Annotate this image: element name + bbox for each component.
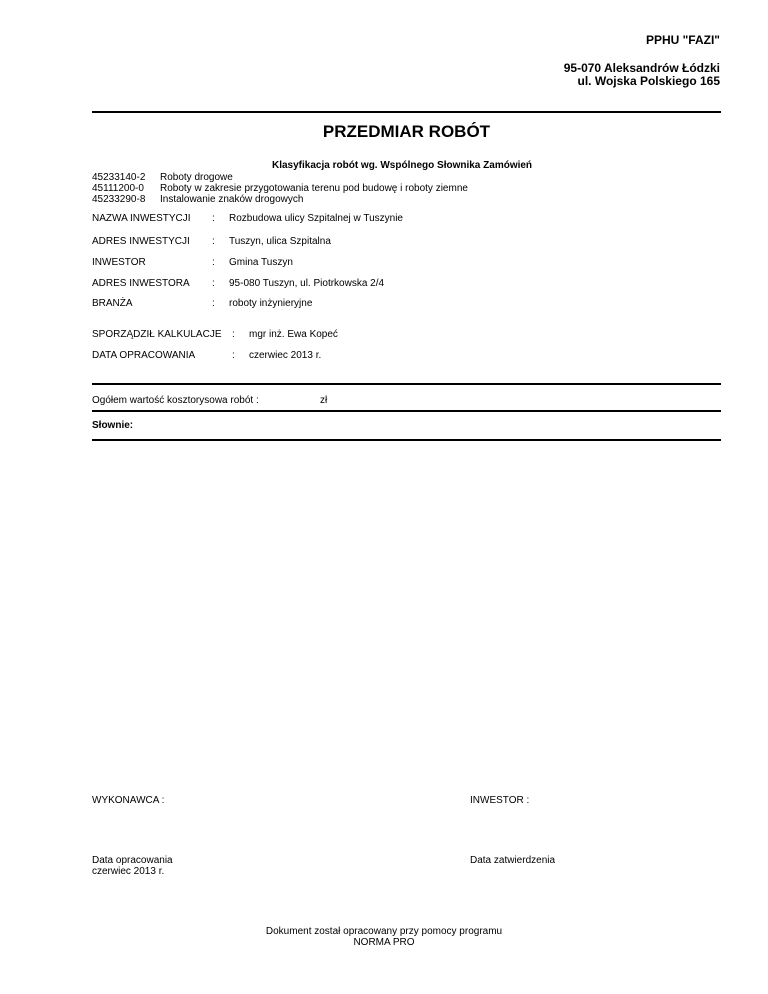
cpv-description: Roboty w zakresie przygotowania terenu pod budowę i roboty ziemne (160, 183, 468, 194)
total-cost-label: Ogółem wartość kosztorysowa robót : (92, 395, 259, 406)
page-title: PRZEDMIAR ROBÓT (322, 122, 491, 141)
date-prepared-label: Data opracowania (92, 855, 173, 866)
field-separator: : (232, 329, 235, 340)
date-prepared-value: czerwiec 2013 r. (92, 866, 165, 877)
cpv-code: 45233140-2 (92, 172, 146, 183)
top-divider (92, 111, 721, 113)
cpv-code: 45111200-0 (92, 183, 144, 194)
cpv-code: 45233290-8 (92, 194, 146, 205)
field-value: mgr inż. Ewa Kopeć (249, 329, 338, 340)
field-value: Gmina Tuszyn (229, 257, 293, 268)
field-label: DATA OPRACOWANIA (92, 350, 196, 361)
field-preparation-date (92, 350, 321, 361)
field-branch (92, 298, 312, 309)
cpv-description: Instalowanie znaków drogowych (160, 194, 304, 205)
field-label: INWESTOR (92, 257, 146, 268)
field-separator: : (212, 298, 215, 309)
field-label: BRANŻA (92, 298, 133, 309)
company-address (564, 62, 720, 88)
field-investment-address (92, 236, 331, 247)
field-value: Rozbudowa ulicy Szpitalnej w Tuszynie (229, 213, 403, 224)
date-approved-label: Data zatwierdzenia (470, 855, 556, 866)
company-name: PPHU "FAZI" (645, 33, 720, 47)
date-prepared-block (92, 855, 173, 877)
classification-item (92, 172, 468, 183)
address-line-2: ul. Wojska Polskiego 165 (577, 74, 720, 88)
address-line-1: 95-070 Aleksandrów Łódzki (563, 61, 720, 75)
field-investor-address (92, 278, 384, 289)
investor-label: INWESTOR : (470, 795, 530, 806)
field-value: 95-080 Tuszyn, ul. Piotrkowska 2/4 (229, 278, 385, 289)
field-investor (92, 257, 293, 268)
footer-line-2: NORMA PRO (353, 937, 415, 948)
contractor-label: WYKONAWCA : (92, 795, 165, 806)
field-value: Tuszyn, ulica Szpitalna (229, 236, 331, 247)
field-separator: : (212, 278, 215, 289)
field-investment-name (92, 213, 403, 224)
total-cost-currency: zł (320, 395, 328, 406)
field-separator: : (212, 257, 215, 268)
amount-in-words-label: Słownie: (92, 420, 134, 431)
field-label: ADRES INWESTORA (92, 278, 190, 289)
field-value: czerwiec 2013 r. (249, 350, 322, 361)
classification-heading: Klasyfikacja robót wg. Wspólnego Słownika Zamówień (272, 160, 533, 171)
footer-note (0, 926, 768, 948)
divider-total-top (92, 383, 721, 385)
field-separator: : (212, 213, 215, 224)
field-label: SPORZĄDZIŁ KALKULACJE (92, 329, 222, 340)
classification-item (92, 183, 468, 194)
field-separator: : (232, 350, 235, 361)
field-separator: : (212, 236, 215, 247)
classification-list (92, 172, 468, 205)
field-prepared-by (92, 329, 338, 340)
total-cost-row (92, 395, 328, 406)
field-label: ADRES INWESTYCJI (92, 236, 190, 247)
footer-line-1: Dokument został opracowany przy pomocy programu (265, 926, 503, 937)
cpv-description: Roboty drogowe (160, 172, 233, 183)
field-label: NAZWA INWESTYCJI (92, 213, 191, 224)
divider-words-bottom (92, 439, 721, 441)
field-value: roboty inżynieryjne (229, 298, 313, 309)
classification-item (92, 194, 468, 205)
divider-total-bottom (92, 410, 721, 412)
